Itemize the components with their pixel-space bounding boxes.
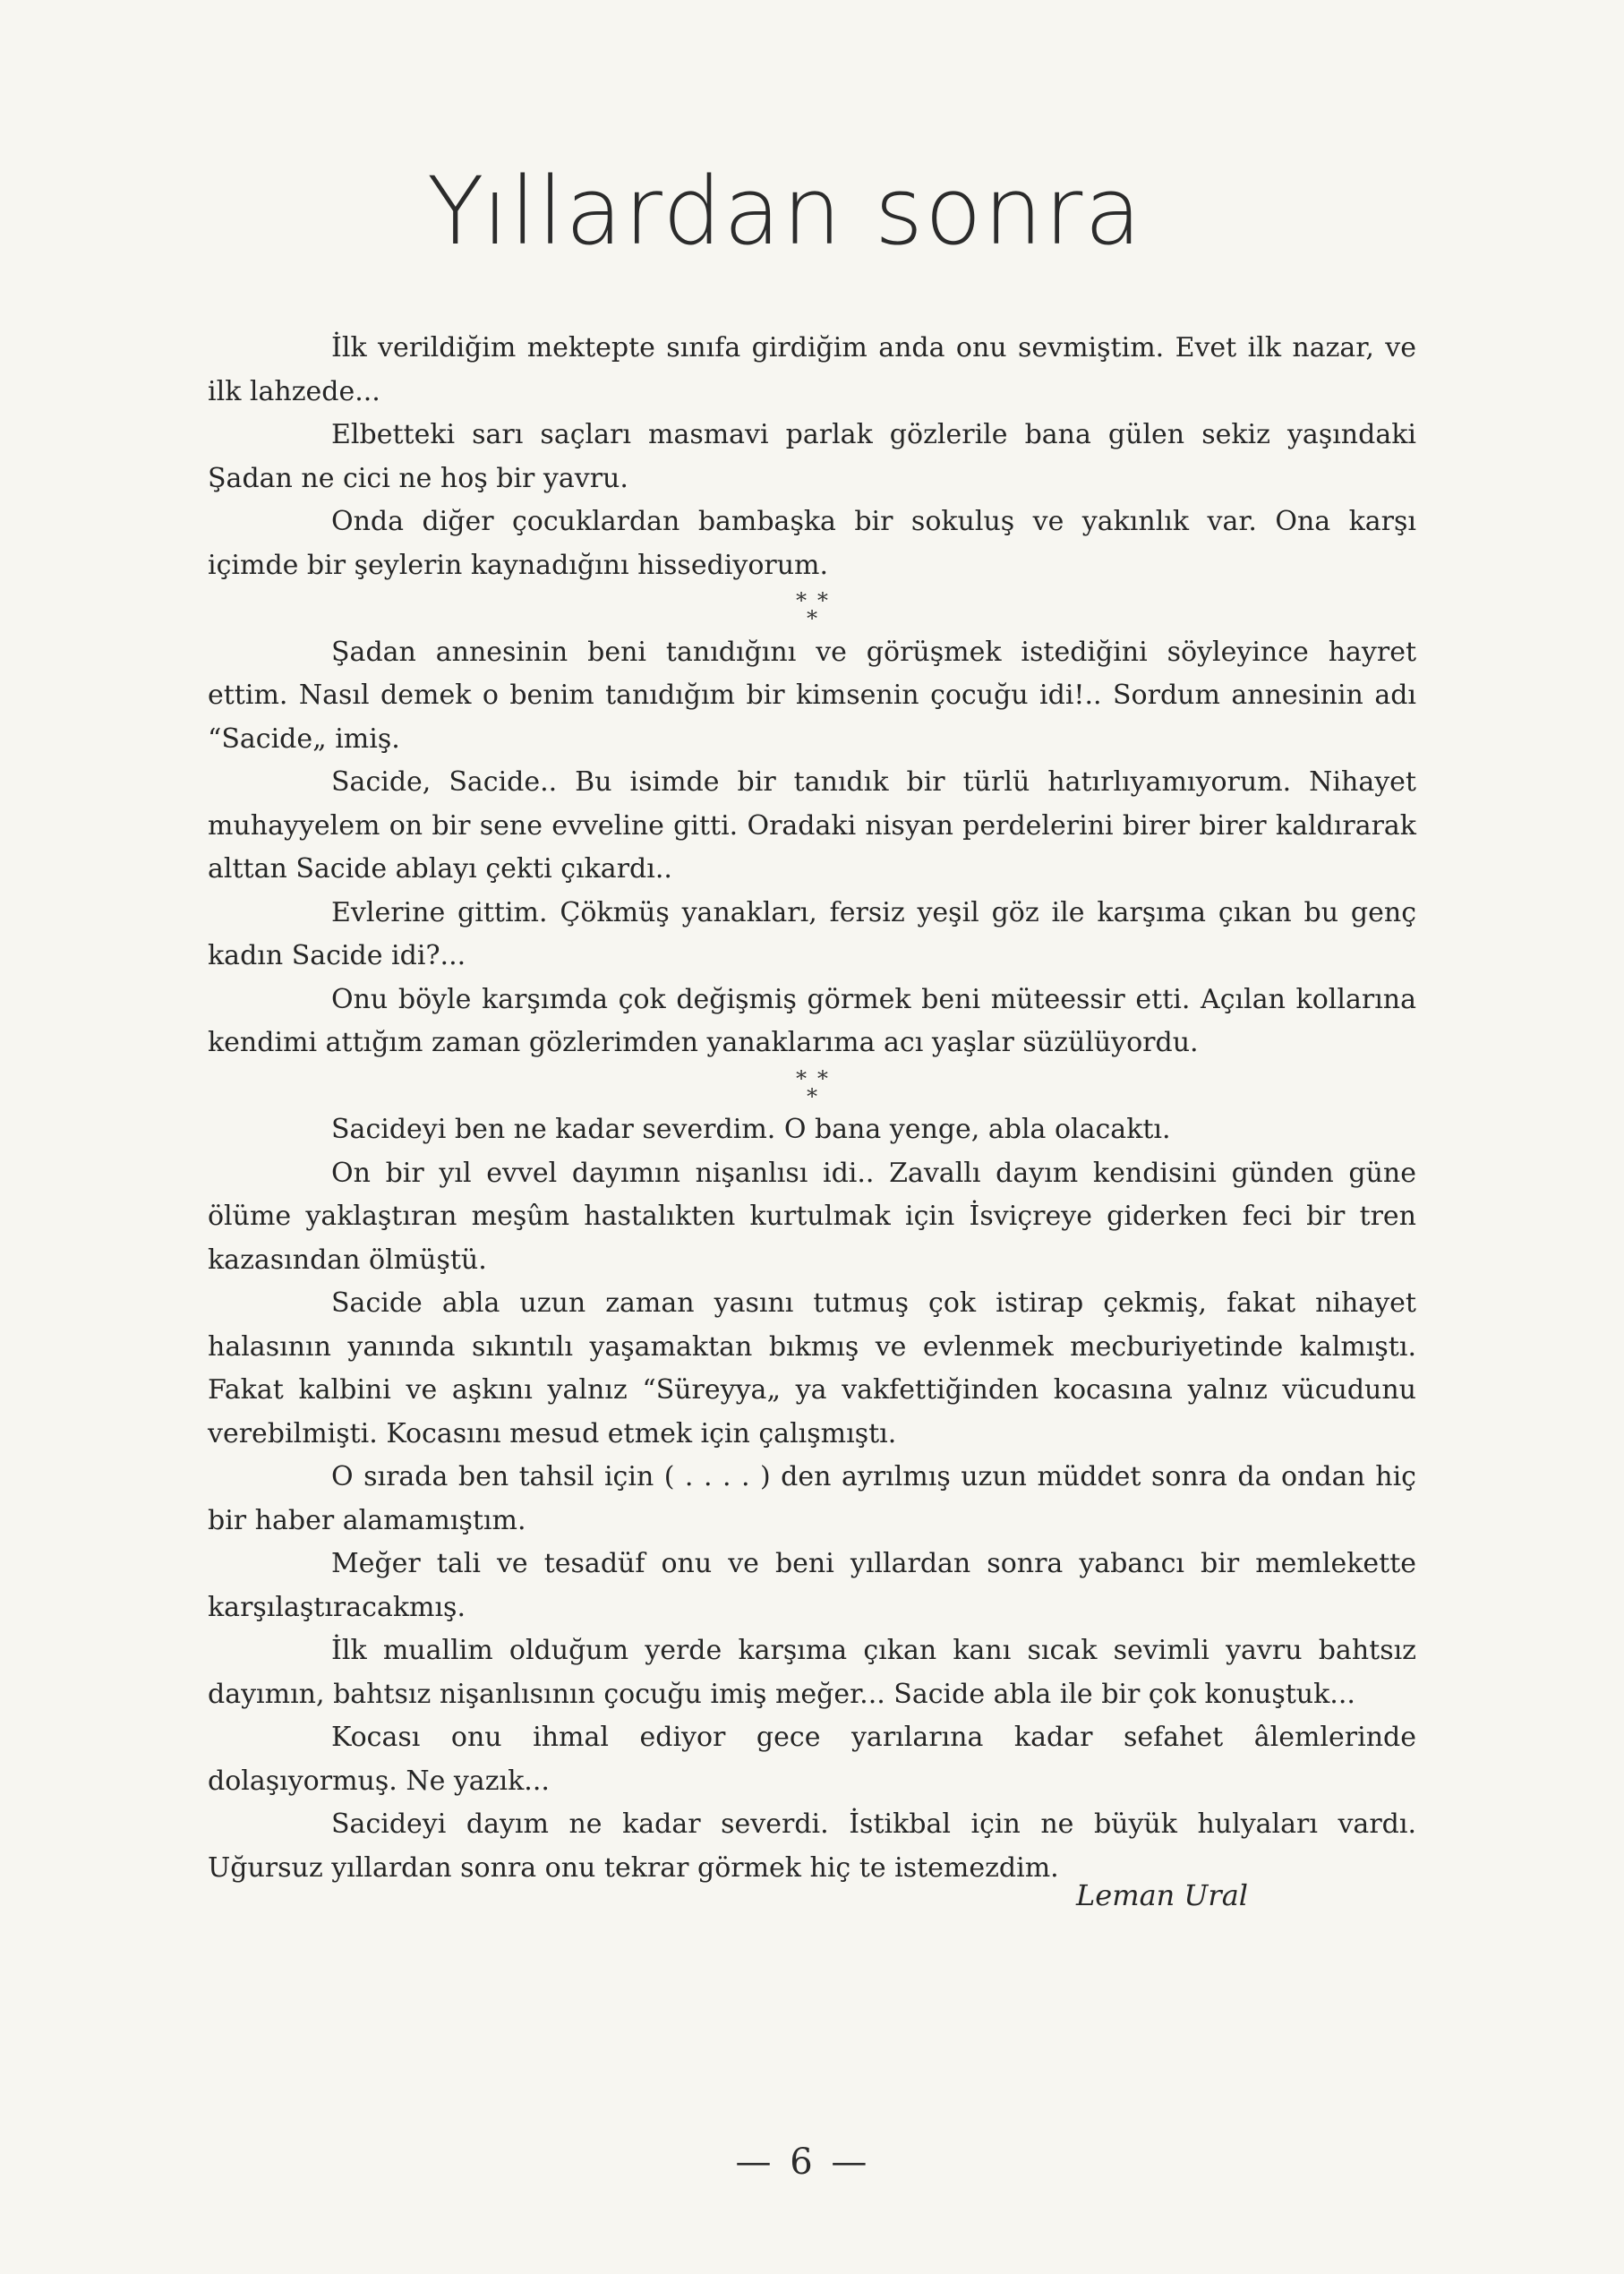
- paragraph: Meğer tali ve tesadüf onu ve beni yıllardan sonra yabancı bir memlekette karşılaştıracakmış.: [208, 1548, 1416, 1623]
- paragraph: Sacideyi dayım ne kadar severdi. İstikbal için ne büyük hulyaları vardı. Uğursuz yıllardan sonra onu tekrar görmek hiç te istemezdim.: [208, 1808, 1416, 1884]
- paragraph: Sacide, Sacide.. Bu isimde bir tanıdık bir türlü hatırlıyamıyorum. Nihayet muhayyelem on bir sene evveline gitti. Oradaki nisyan perdelerini birer birer kaldırarak alttan Sacide ablayı çekti çıkardı..: [208, 766, 1416, 885]
- section-separator: ∗ ∗ ∗: [793, 584, 831, 627]
- paragraph: On bir yıl evvel dayımın nişanlısı idi.. Zavallı dayım kendisini günden güne ölüme yaklaştıran meşûm hastalıkten kurtulmak için İsviçreye giderken feci bir tren kazasından ölmüştü.: [208, 1157, 1416, 1276]
- paragraph: Şadan annesinin beni tanıdığını ve görüşmek istediğini söyleyince hayret ettim. Nasıl demek o benim tanıdığım bir kimsenin çocuğu idi!.. Sordum annesinin adı “Sacide„ imiş.: [208, 636, 1416, 755]
- paragraph: Onda diğer çocuklardan bambaşka bir sokuluş ve yakınlık var. Ona karşı içimde bir şeylerin kaynadığını hissediyorum.: [208, 506, 1416, 581]
- paragraph: Sacideyi ben ne kadar severdim. O bana yenge, abla olacaktı.: [331, 1114, 1171, 1145]
- paragraph: Onu böyle karşımda çok değişmiş görmek beni müteessir etti. Açılan kollarına kendimi attığım zaman gözlerimden yanaklarıma acı yaşlar süzülüyordu.: [208, 983, 1416, 1058]
- article-body: [208, 327, 1416, 1890]
- article-title: Yıllardan sonra: [426, 157, 1144, 266]
- paragraph: Kocası onu ihmal ediyor gece yarılarına kadar sefahet âlemlerinde dolaşıyormuş. Ne yazık...: [208, 1722, 1416, 1797]
- paragraph: Evlerine gittim. Çökmüş yanakları, fersiz yeşil göz ile karşıma çıkan bu genç kadın Sacide idi?...: [208, 896, 1416, 971]
- paragraph: O sırada ben tahsil için ( . . . . ) den ayrılmış uzun müddet sonra da ondan hiç bir haber alamamıştım.: [208, 1461, 1416, 1536]
- paragraph: Sacide abla uzun zaman yasını tutmuş çok istirap çekmiş, fakat nihayet halasının yanında sıkıntılı yaşamaktan bıkmış ve evlenmek mecburiyetinde kalmıştı. Fakat kalbini ve aşkını yalnız “Süreyya„ ya vakfettiğinden kocasına yalnız vücudunu verebilmişti. Kocasını mesud etmek için çalışmıştı.: [208, 1287, 1416, 1449]
- author-signature: Leman Ural: [1076, 1878, 1248, 1912]
- paragraph: İlk muallim olduğum yerde karşıma çıkan kanı sıcak sevimli yavru bahtsız dayımın, bahtsız nişanlısının çocuğu imiş meğer... Sacide abla ile bir çok konuştuk...: [208, 1635, 1416, 1710]
- page-number: — 6 —: [735, 2141, 871, 2183]
- section-separator: ∗ ∗ ∗: [793, 1061, 831, 1105]
- paragraph: İlk verildiğim mektepte sınıfa girdiğim anda onu sevmiştim. Evet ilk nazar, ve ilk lahzede...: [208, 332, 1416, 407]
- paragraph: Elbetteki sarı saçları masmavi parlak gözlerile bana gülen sekiz yaşındaki Şadan ne cici ne hoş bir yavru.: [208, 419, 1416, 494]
